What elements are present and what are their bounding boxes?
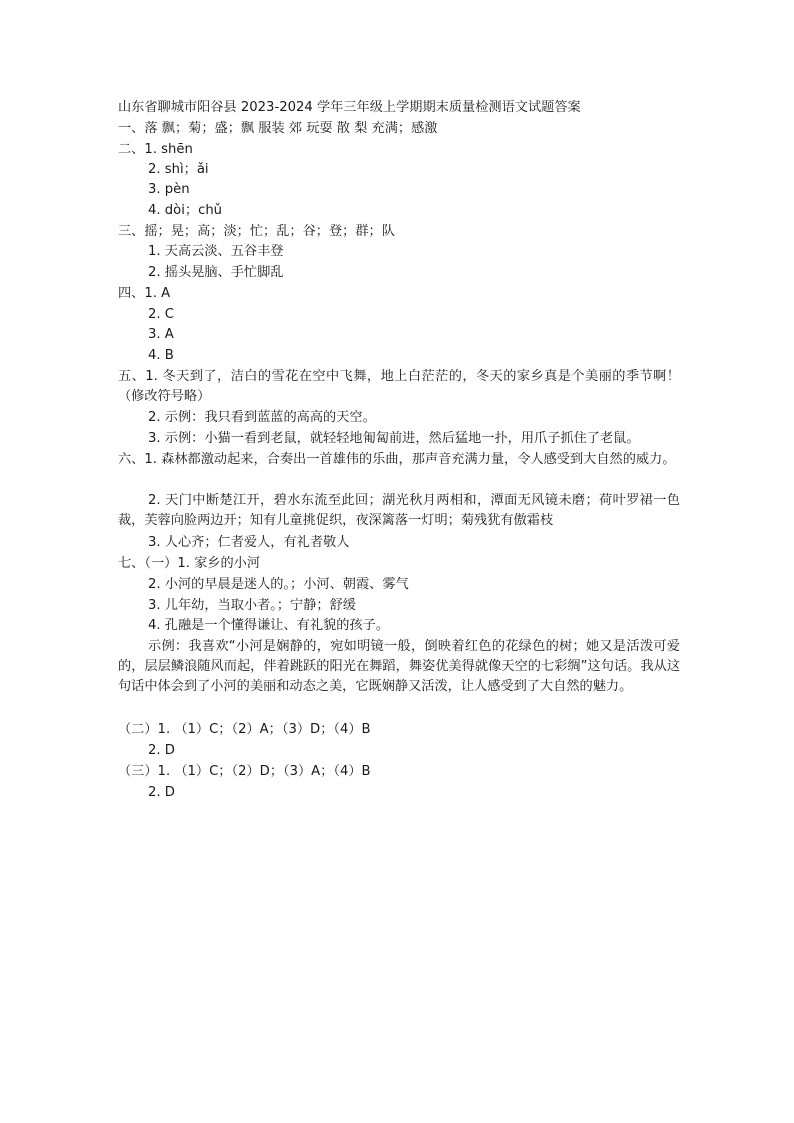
section-2-item-1: 二、1. shēn <box>118 142 193 157</box>
section-4-item-4: 4. B <box>148 348 174 363</box>
section-3-item-2: 2. 摇头晃脑、手忙脚乱 <box>148 265 284 280</box>
section-4-item-3: 3. A <box>148 327 174 342</box>
section-5-item-3: 3. 示例：小猫一看到老鼠，就轻轻地匍匐前进，然后猛地一扑，用爪子抓住了老鼠。 <box>148 431 640 446</box>
section-7-item-4: 4. 孔融是一个懂得谦让、有礼貌的孩子。 <box>148 618 389 633</box>
section-2-item-4: 4. dòi；chǔ <box>148 203 223 218</box>
section-6-item-3: 3. 人心齐；仁者爱人，有礼者敬人 <box>148 535 350 550</box>
section-9-item-1: （三）1. （1）C；（2）D；（3）A；（4）B <box>118 764 371 779</box>
section-2-item-3: 3. pèn <box>148 182 190 197</box>
section-4-item-1: 四、1. A <box>118 286 171 301</box>
section-7-item-1: 七、（一）1. 家乡的小河 <box>118 556 261 571</box>
section-7-item-2: 2. 小河的早晨是迷人的。；小河、朝霞、雾气 <box>148 577 409 592</box>
section-8-item-2: 2. D <box>148 743 175 758</box>
section-1-line: 一、落 飘；菊；盛；飘 服装 郊 玩耍 散 梨 充满；感激 <box>118 121 438 136</box>
section-9-item-2: 2. D <box>148 785 175 800</box>
section-5-item-1: 五、1. 冬天到了，洁白的雪花在空中飞舞，地上白茫茫的，冬天的家乡真是个美丽的季节啊！（修改符号略） <box>118 369 680 404</box>
section-5-item-2: 2. 示例：我只看到蓝蓝的高高的天空。 <box>148 410 376 425</box>
section-3-item-1: 1. 天高云淡、五谷丰登 <box>148 244 284 259</box>
section-6-item-2: 2. 天门中断楚江开，碧水东流至此回；湖光秋月两相和，潭面无风镜未磨；荷叶罗裙一色裁，芙蓉向脸两边开；知有儿童挑促织，夜深篱落一灯明；菊残犹有傲霜枝 <box>118 493 680 528</box>
document-title: 山东省聊城市阳谷县 2023-2024 学年三年级上学期期末质量检测语文试题答案 <box>118 100 581 115</box>
section-6-item-1: 六、1. 森林都激动起来，合奏出一首雄伟的乐曲，那声音充满力量，令人感受到大自然的威力。 <box>118 452 676 467</box>
section-7-example: 示例：我喜欢“小河是娴静的，宛如明镜一般，倒映着红色的花绿色的树；她又是活泼可爱的，层层鳞浪随风而起，伴着跳跃的阳光在舞蹈，舞姿优美得就像天空的七彩绸”这句话。我从这句话中体会到了小河的美丽和动态之美，它既娴静又活泼，让人感受到了大自然的魅力。 <box>118 639 681 694</box>
section-4-item-2: 2. C <box>148 307 174 322</box>
section-8-item-1: （二）1. （1）C；（2）A；（3）D；（4）B <box>118 722 371 737</box>
section-2-item-2: 2. shì；ǎi <box>148 162 209 177</box>
section-3-line: 三、摇；晃；高；淡；忙；乱；谷；登；群；队 <box>118 224 395 239</box>
section-7-item-3: 3. 儿年幼，当取小者。；宁静；舒缓 <box>148 598 356 613</box>
